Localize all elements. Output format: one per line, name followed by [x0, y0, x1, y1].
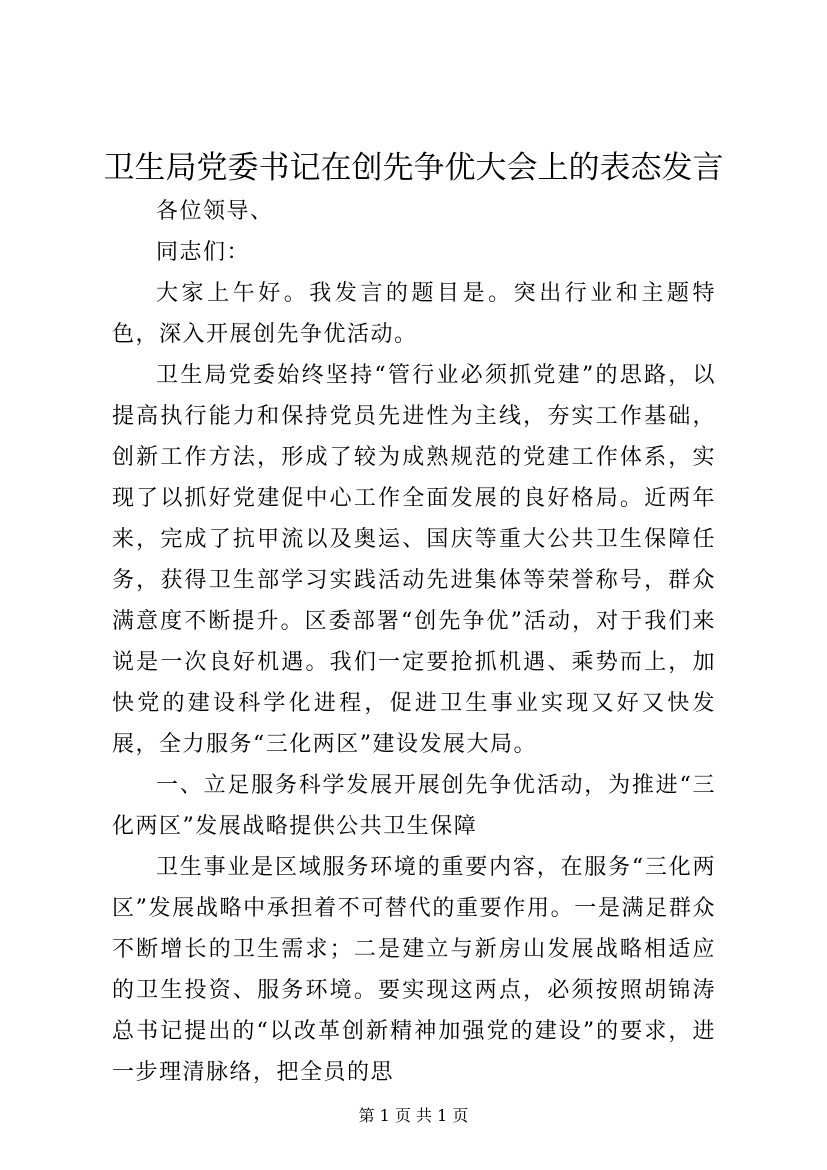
- paragraph-intro: 卫生局党委始终坚持“管行业必须抓党建”的思路，以提高执行能力和保持党员先进性为主线，夯实工作基础，创新工作方法，形成了较为成熟规范的党建工作体系，实现了以抓好党建促中心工作全面发展的良好格局。近两年来，完成了抗甲流以及奥运、国庆等重大公共卫生保障任务，获得卫生部学习实践活动先进集体等荣誉称号，群众满意度不断提升。区委部署“创先争优”活动，对于我们来说是一次良好机遇。我们一定要抢抓机遇、乘势而上，加快党的建设科学化进程，促进卫生事业实现又好又快发展，全力服务“三化两区”建设发展大局。: [112, 363, 716, 757]
- paragraph-greeting: 大家上午好。我发言的题目是。突出行业和主题特色，深入开展创先争优活动。: [112, 281, 716, 347]
- paragraph-salutation-2: 同志们：: [156, 240, 251, 265]
- paragraph-salutation-1: 各位领导、: [156, 199, 274, 224]
- paragraph-section-1: 卫生事业是区域服务环境的重要内容，在服务“三化两区”发展战略中承担着不可替代的重要作用。一是满足群众不断增长的卫生需求；二是建立与新房山发展战略相适应的卫生投资、服务环境。要实现这两点，必须按照胡锦涛总书记提出的“以改革创新精神加强党的建设”的要求，进一步理清脉络，把全员的思: [112, 855, 716, 1085]
- document-title: 卫生局党委书记在创先争优大会上的表态发言: [103, 150, 724, 186]
- document-body: [112, 191, 716, 1093]
- page-footer: 第 1 页 共 1 页: [358, 1106, 469, 1125]
- section-heading-1: 一、立足服务科学发展开展创先争优活动，为推进“三化两区”发展战略提供公共卫生保障: [112, 773, 716, 839]
